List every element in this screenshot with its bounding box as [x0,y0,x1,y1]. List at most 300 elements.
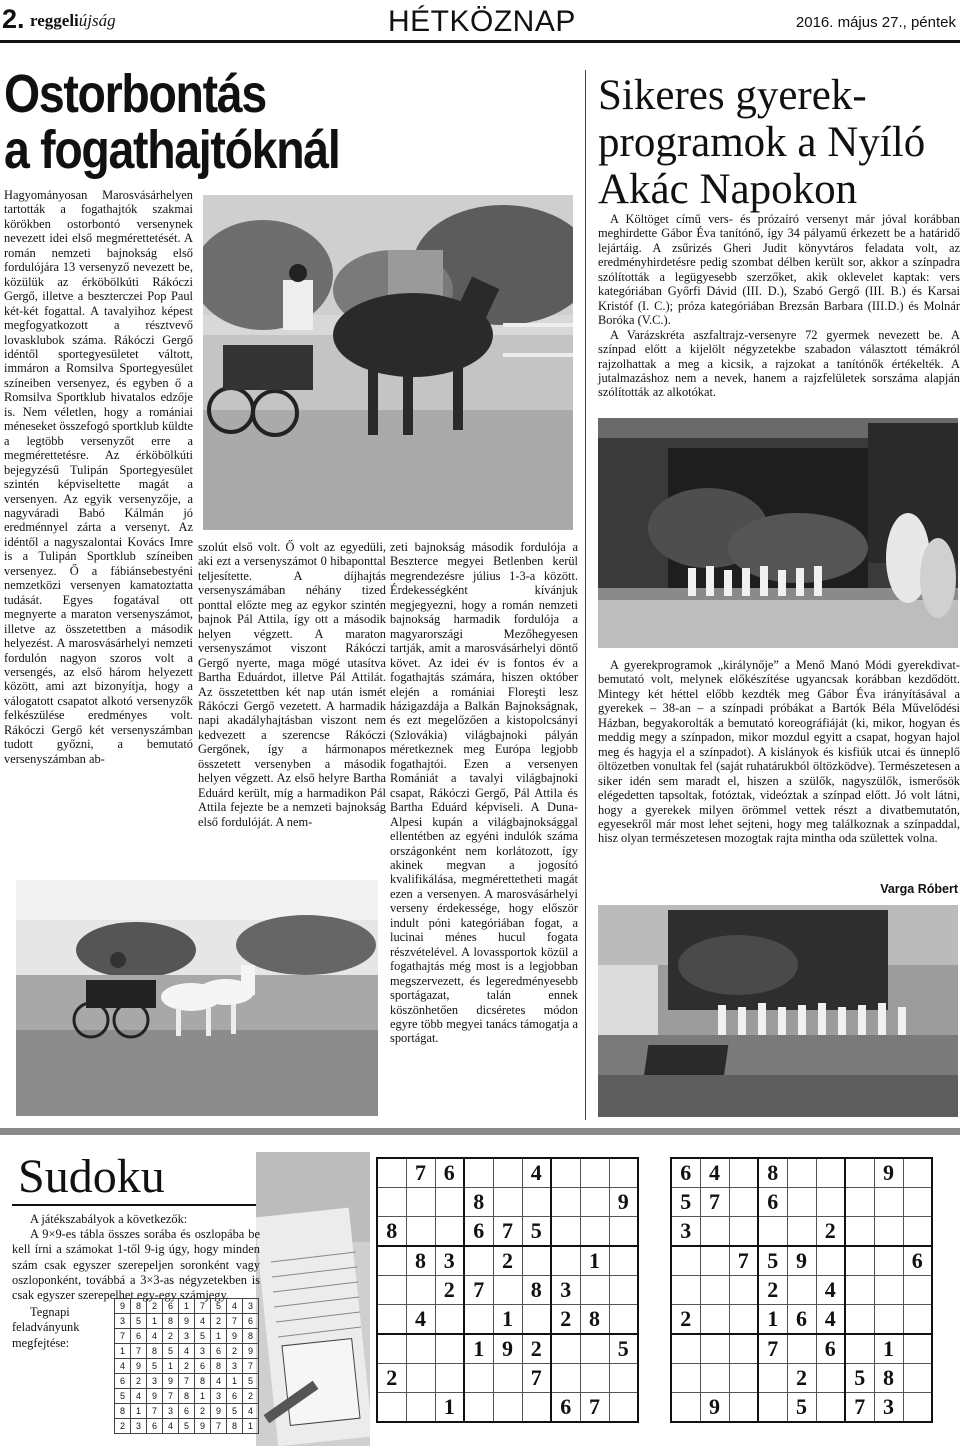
solution-cell: 9 [163,1374,179,1389]
puzzle-a-cell [609,1364,638,1393]
solution-cell: 2 [147,1299,163,1314]
article2-paragraph1: A Költöget című vers- és prózaíró versenyt már jóval korábban meghirdette Gábor Éva tanítónő, így 34 pályamű érkezett be a határidő lejártáig. A zsűrizés Gheri Judit könyvtáros feladata volt, az eredményhirdetésre pedig szombat délben került sor, akkor a színpadra szólították a legügyesebb szerzőket, akik oklevelet kaptak: vers kategóriában Győrfi Dávid (III. D.), Szabó Gergő (III. B.) és Karsai Kristóf (I. C.); próza kategóriában Brezsán Barbara (III.D.) és Molnár Boróka (V.C.). [598,212,960,328]
puzzle-b-cell [729,1188,758,1217]
solution-cell: 4 [243,1404,259,1419]
puzzle-a-cell: 8 [522,1276,551,1305]
puzzle-b-cell: 5 [758,1246,787,1276]
puzzle-a-cell [551,1188,580,1217]
puzzle-a-cell [377,1393,406,1423]
photo-sudoku-newspaper [256,1152,370,1446]
solution-cell: 9 [147,1389,163,1404]
puzzle-b-cell [787,1334,816,1364]
puzzle-a-cell: 2 [551,1305,580,1335]
puzzle-b-cell: 5 [671,1188,700,1217]
sudoku-solution-label: Tegnapi feladványunk megfejtése: [12,1305,80,1350]
publication-name-thin: újság [78,11,116,30]
puzzle-a-cell [406,1364,435,1393]
puzzle-a-cell [377,1158,406,1188]
puzzle-a-cell: 6 [435,1158,464,1188]
solution-cell: 6 [211,1344,227,1359]
puzzle-a-cell: 2 [522,1334,551,1364]
puzzle-b-cell: 7 [700,1188,729,1217]
puzzle-b-cell [874,1276,903,1305]
puzzle-a-cell [493,1364,522,1393]
puzzle-a-cell: 7 [406,1158,435,1188]
puzzle-a-cell: 2 [435,1276,464,1305]
solution-cell: 6 [179,1404,195,1419]
solution-cell: 9 [195,1419,211,1434]
puzzle-b-cell: 8 [758,1158,787,1188]
puzzle-b-cell: 7 [758,1334,787,1364]
solution-cell: 5 [243,1374,259,1389]
solution-cell: 2 [195,1404,211,1419]
solution-cell: 2 [211,1314,227,1329]
puzzle-a-cell [609,1217,638,1247]
solution-cell: 5 [115,1389,131,1404]
solution-cell: 3 [131,1419,147,1434]
puzzle-b-cell: 2 [816,1217,845,1247]
article1-title-line1: Ostorbontás [4,64,266,124]
solution-cell: 1 [243,1419,259,1434]
puzzle-a-cell [377,1188,406,1217]
solution-cell: 3 [243,1299,259,1314]
puzzle-b-cell [787,1217,816,1247]
solution-cell: 8 [163,1314,179,1329]
puzzle-a-cell [580,1188,609,1217]
solution-cell: 7 [227,1314,243,1329]
puzzle-a-row [377,1246,638,1276]
puzzle-b-cell [729,1334,758,1364]
puzzle-b-cell: 2 [671,1305,700,1335]
puzzle-b-cell [903,1334,932,1364]
solution-cell: 5 [195,1329,211,1344]
puzzle-b-row [671,1188,932,1217]
puzzle-b-cell [700,1217,729,1247]
solution-cell: 4 [147,1329,163,1344]
puzzle-b-cell [903,1217,932,1247]
puzzle-b-cell [787,1276,816,1305]
puzzle-a-cell: 8 [464,1188,493,1217]
puzzle-a-cell [609,1393,638,1423]
solution-cell: 3 [163,1404,179,1419]
solution-cell: 4 [211,1374,227,1389]
puzzle-a-row [377,1276,638,1305]
puzzle-a-cell [435,1217,464,1247]
puzzle-b-cell [845,1305,874,1335]
solution-cell: 9 [115,1299,131,1314]
puzzle-a-cell: 3 [435,1246,464,1276]
solution-cell: 5 [179,1419,195,1434]
puzzle-a-cell: 7 [493,1217,522,1247]
sudoku-rules-heading: A játékszabályok a következők: [30,1212,188,1226]
puzzle-a-cell [580,1158,609,1188]
puzzle-a-cell: 7 [522,1364,551,1393]
puzzle-a-cell: 1 [493,1305,522,1335]
column-divider [585,70,586,1120]
puzzle-a-cell [522,1393,551,1423]
puzzle-b-cell: 6 [671,1158,700,1188]
solution-cell: 8 [243,1329,259,1344]
puzzle-b-cell: 2 [758,1276,787,1305]
sudoku-title: Sudoku [18,1150,165,1203]
article2-paragraph3: A gyerekprogramok „királynője” a Menő Manó Módi gyerekdivat-bemutató volt, melynek előkészítése ugyancsak korábban kezdődött. Mintegy két héttel előbb kezdték meg Gábor Éva irányításával a gyerekek – 38-an – a színpadi próbákat a Bartók Béla Művelődési Házban, begyakorolták a bemutató koreográfiáját (ki, mikor, hogyan és meddig megy a színpadon, mikor mozdul egyitt a csapat, hogyan hajol meg és hagyja el a színpadot). A kislányok és kisfiúk utcai és ünneplő öltözetben vonultak fel (saját ruhatárukból öltözködve). Természetesen a siker idén sem maradt el, hiszen a szülők, nagyszülők, ismerősök elégedetten tapsoltak, fotóztak, videóztak a színpad előtt. Jó volt látni, hogy a gyerekek milyen örömmel vettek részt a divatbemutatón, egyesekről már most lehet sejteni, hogy meg találkoznak a színpaddal, hisz olyan természetesen mozogtak rajta mintha oda születtek volna. [598,658,960,846]
puzzle-b-cell [874,1246,903,1276]
puzzle-a-row [377,1217,638,1247]
puzzle-b-cell [874,1217,903,1247]
white-horses-image [16,880,378,1116]
puzzle-a-cell [609,1158,638,1188]
puzzle-a-cell [580,1217,609,1247]
puzzle-b-cell [903,1393,932,1423]
puzzle-b-cell: 9 [787,1246,816,1276]
puzzle-b-cell: 8 [874,1364,903,1393]
article2-title-line2: programok a Nyíló [598,119,926,166]
solution-cell: 1 [211,1329,227,1344]
puzzle-a-cell [551,1246,580,1276]
puzzle-b-cell [700,1276,729,1305]
puzzle-a-cell [522,1305,551,1335]
puzzle-a-cell: 5 [522,1217,551,1247]
solution-row [115,1389,259,1404]
puzzle-a-cell [435,1364,464,1393]
solution-cell: 7 [211,1419,227,1434]
solution-cell: 6 [115,1374,131,1389]
puzzle-a-cell: 2 [493,1246,522,1276]
puzzle-b-cell [700,1305,729,1335]
solution-cell: 5 [227,1404,243,1419]
photo-horse-carriage [203,195,573,530]
puzzle-b-cell [845,1334,874,1364]
header-rule [0,40,960,43]
puzzle-b-cell [816,1246,845,1276]
puzzle-b-cell: 5 [845,1364,874,1393]
puzzle-b-cell [700,1246,729,1276]
article2-byline: Varga Róbert [880,882,958,896]
solution-row [115,1314,259,1329]
puzzle-a-cell [551,1364,580,1393]
sudoku-puzzle-a [376,1157,639,1423]
puzzle-a-cell: 6 [551,1393,580,1423]
puzzle-b-cell [729,1158,758,1188]
solution-cell: 5 [131,1314,147,1329]
puzzle-a-cell [377,1334,406,1364]
article1-title [4,66,348,178]
puzzle-a-cell: 5 [609,1334,638,1364]
puzzle-b-cell [845,1158,874,1188]
puzzle-b-cell: 2 [787,1364,816,1393]
puzzle-a-cell [464,1305,493,1335]
puzzle-a-cell: 9 [493,1334,522,1364]
puzzle-b-cell [845,1188,874,1217]
puzzle-b-row [671,1305,932,1335]
solution-cell: 2 [243,1389,259,1404]
solution-cell: 6 [147,1419,163,1434]
article2-title-line3: Akác Napokon [598,166,858,213]
puzzle-b-cell [671,1334,700,1364]
puzzle-a-cell [377,1276,406,1305]
puzzle-b-cell [700,1364,729,1393]
solution-cell: 5 [147,1359,163,1374]
article2-paragraph2: A Varázskréta aszfaltrajz-versenyre 72 gyermek nevezett be. A színpad előtt a kijelölt négyzetekbe szabadon választott témákról rajzolhattak a meg a kicsik, a rajzokat a tanítónők értékelték. A jutalmazáshoz nem a nevek, hanem a rajzfelületek sorszáma alapján szólították az alkotókat. [598,327,960,400]
photo-white-horses [16,880,378,1116]
puzzle-b-cell [729,1305,758,1335]
solution-cell: 8 [131,1299,147,1314]
solution-cell: 3 [115,1314,131,1329]
sudoku-newspaper-image [256,1152,370,1446]
solution-row [115,1299,259,1314]
solution-cell: 7 [195,1299,211,1314]
stage-children-image [598,418,958,648]
puzzle-a-row [377,1334,638,1364]
solution-cell: 2 [163,1329,179,1344]
page-number: 2. [2,4,25,34]
puzzle-b-cell: 7 [845,1393,874,1423]
puzzle-b-cell: 3 [874,1393,903,1423]
puzzle-a-cell: 6 [464,1217,493,1247]
solution-cell: 8 [195,1374,211,1389]
puzzle-a-cell [464,1364,493,1393]
solution-cell: 1 [195,1389,211,1404]
puzzle-a-cell [580,1276,609,1305]
puzzle-b-cell [845,1217,874,1247]
solution-cell: 8 [227,1419,243,1434]
sudoku-title-rule [12,1204,260,1206]
section-separator [0,1128,960,1135]
sudoku-rules-text: A 9×9-es tábla összes sorába és oszlopába be kell írni a számokat 1-től 9-ig úgy, hogy minden szám csak egyszer szerepeljen soronként vagy oszloponként, továbbá a 3×3-as négyzetekben is csak egyszer szerepelhet egy-egy számjegy. [12,1227,260,1303]
puzzle-b-cell [874,1188,903,1217]
puzzle-b-cell: 6 [903,1246,932,1276]
publication-name-bold: reggeli [30,11,79,30]
solution-cell: 5 [163,1344,179,1359]
puzzle-a-cell [406,1188,435,1217]
puzzle-b-cell: 6 [787,1305,816,1335]
puzzle-a-cell [435,1188,464,1217]
solution-row [115,1329,259,1344]
puzzle-b-cell [671,1364,700,1393]
puzzle-a-row [377,1158,638,1188]
solution-cell: 7 [163,1389,179,1404]
solution-cell: 3 [179,1329,195,1344]
puzzle-a-cell: 8 [406,1246,435,1276]
puzzle-b-cell [845,1276,874,1305]
puzzle-a-cell [406,1393,435,1423]
puzzle-a-cell [464,1246,493,1276]
solution-cell: 7 [115,1329,131,1344]
puzzle-b-cell: 3 [671,1217,700,1247]
puzzle-a-cell [551,1217,580,1247]
puzzle-b-row [671,1246,932,1276]
solution-cell: 6 [243,1314,259,1329]
puzzle-a-cell [580,1364,609,1393]
puzzle-a-cell [551,1158,580,1188]
puzzle-a-cell [406,1217,435,1247]
puzzle-b-cell: 7 [729,1246,758,1276]
puzzle-b-cell [758,1393,787,1423]
solution-cell: 3 [147,1374,163,1389]
puzzle-b-cell [816,1364,845,1393]
sudoku-rules-text-top [12,1227,260,1303]
puzzle-b-row [671,1217,932,1247]
puzzle-b-row [671,1334,932,1364]
puzzle-a-cell [464,1158,493,1188]
solution-cell: 9 [131,1359,147,1374]
solution-cell: 7 [147,1404,163,1419]
puzzle-b-row [671,1158,932,1188]
puzzle-a-cell [406,1334,435,1364]
solution-row [115,1374,259,1389]
puzzle-a-cell [493,1188,522,1217]
puzzle-b-cell [671,1393,700,1423]
puzzle-b-cell [758,1217,787,1247]
solution-cell: 1 [163,1359,179,1374]
section-title: HÉTKÖZNAP [388,5,576,38]
puzzle-a-cell: 4 [406,1305,435,1335]
article1-column1: Hagyományosan Marosvásárhelyen tartották a fogathajtók szakmai körökben ostorbontó versenynek nevezett idei első megmérettetését. A román nemzeti bajnokság első fordulójára 13 versenyző nevezett be, közülük az érköbölkúti Rákóczi Gergő, illetve a beszterczei Pop Paul két-két fogattal. A tavalyihoz képest megfogyatkozott a résztvevő lovasklubok száma. Rákóczi Gergő idéntől sportegyesületet váltott, immáron a Romsilva Sportegyesület színeiben versenyez, és egyben ő a Romsilva Sportklub hivatalos edzője is. Nem véletlen, hogy a romániai méneseket összefogó sportklub küldte a legtöbb versenyzőt erre a megmérettetésre. Az érköbölkúti bejegyzésű Tulipán Sportegyesület szintén képviseltette magát a versenyen. Az egyik versenyzője, a nagyváradi Babó Kálmán jó eredménnyel zárta a versenyt. Az idéntől a nagyszalontai Kovács Imre is a Tulipán Sportklub színeiben versenyez. Ő a fábiánsebestyéni nemzetközi versenyen kamatoztatta tudását. Egyes fogatával ott megnyerte a maraton versenyszámot, illetve az összetettben a második helyezést. A marosvásárhelyi nemzeti fordulón nagyon szoros volt a versengés, az első három helyezett között, ami azt bizonyítja, hogy a válogatott csapatot alkotó versenyzők felkészülése eredményes volt. Rákóczi Gergő két versenyszámban tudott győzni, a bemutató versenyszámban ab- [4,188,193,766]
puzzle-a-cell [406,1276,435,1305]
puzzle-b-cell [903,1158,932,1188]
puzzle-b-cell: 9 [700,1393,729,1423]
solution-cell: 6 [227,1389,243,1404]
solution-cell: 5 [211,1299,227,1314]
puzzle-a-cell [522,1246,551,1276]
puzzle-a-cell: 1 [435,1393,464,1423]
puzzle-a-cell [609,1246,638,1276]
solution-cell: 8 [115,1404,131,1419]
solution-cell: 8 [179,1389,195,1404]
puzzle-b-cell: 6 [758,1188,787,1217]
solution-cell: 1 [131,1404,147,1419]
puzzle-b-cell [671,1276,700,1305]
puzzle-a-cell: 2 [377,1364,406,1393]
puzzle-a-cell [377,1246,406,1276]
solution-row [115,1344,259,1359]
article2-middle-text [598,658,960,846]
puzzle-a-cell [522,1188,551,1217]
solution-cell: 3 [195,1344,211,1359]
puzzle-b-row [671,1364,932,1393]
solution-cell: 4 [115,1359,131,1374]
puzzle-b-cell [729,1393,758,1423]
puzzle-b-cell [729,1217,758,1247]
puzzle-b-cell: 9 [874,1158,903,1188]
puzzle-b-cell: 6 [816,1334,845,1364]
solution-cell: 2 [131,1374,147,1389]
solution-cell: 6 [195,1359,211,1374]
solution-cell: 4 [163,1419,179,1434]
solution-cell: 6 [131,1329,147,1344]
solution-cell: 6 [163,1299,179,1314]
puzzle-b-cell [874,1305,903,1335]
puzzle-b-cell: 5 [787,1393,816,1423]
puzzle-a-row [377,1364,638,1393]
article2-title [598,72,958,213]
photo-fashion-show [598,905,958,1117]
solution-row [115,1359,259,1374]
puzzle-b-cell [729,1276,758,1305]
solution-cell: 4 [227,1299,243,1314]
horse-carriage-image [203,195,573,530]
puzzle-b-cell [903,1276,932,1305]
puzzle-a-cell: 8 [377,1217,406,1247]
puzzle-a-cell: 7 [580,1393,609,1423]
puzzle-a-cell: 9 [609,1188,638,1217]
puzzle-b-cell [729,1364,758,1393]
puzzle-b-cell: 4 [816,1305,845,1335]
puzzle-b-cell [758,1364,787,1393]
puzzle-a-cell [580,1334,609,1364]
issue-date: 2016. május 27., péntek [795,14,956,31]
puzzle-a-cell [464,1393,493,1423]
solution-cell: 7 [179,1374,195,1389]
puzzle-b-cell: 1 [874,1334,903,1364]
puzzle-a-cell [551,1334,580,1364]
solution-cell: 4 [131,1389,147,1404]
puzzle-a-cell: 3 [551,1276,580,1305]
sudoku-solution-grid [114,1298,259,1434]
puzzle-a-cell [493,1276,522,1305]
puzzle-b-row [671,1276,932,1305]
solution-cell: 7 [243,1359,259,1374]
solution-cell: 3 [227,1359,243,1374]
article1-column2: szolút első volt. Ő volt az egyedüli, aki ezt a versenyszámot 0 hibaponttal teljesítette. A díjhajtás versenyszámában néhány tized ponttal előzte meg az egykor szintén bajnok Pál Attila, így ott a második helyen végzett. A maraton versenyszámot viszont Rákóczi Gergő nyerte, maga mögé utasítva Bartha Eduárdot, illetve Pál Attilát. Az összetettben két nap után ismét Rákóczi Gergő vezetett. A harmadik napi akadályhajtásban viszont nem kedvezett a szerencse Rákóczi Gergőnek, így a hármonapos összetett versenyben a második helyen végzett. Az első helyre Bartha Eduárd került, míg a harmadikon Pál Attila fejezte be a nemzeti bajnokság első fordulóját. A nem- [198,540,386,829]
puzzle-a-cell [493,1158,522,1188]
solution-row [115,1419,259,1434]
article2-top-text [598,212,960,400]
solution-cell: 9 [179,1314,195,1329]
photo-stage-children [598,418,958,648]
puzzle-b-cell [903,1305,932,1335]
solution-cell: 4 [179,1344,195,1359]
puzzle-b-cell [700,1334,729,1364]
solution-cell: 9 [211,1404,227,1419]
solution-cell: 2 [115,1419,131,1434]
puzzle-b-row [671,1393,932,1423]
puzzle-a-cell [493,1393,522,1423]
solution-cell: 8 [211,1359,227,1374]
solution-cell: 9 [243,1344,259,1359]
puzzle-a-row [377,1393,638,1423]
solution-cell: 1 [147,1314,163,1329]
puzzle-a-cell [377,1305,406,1335]
puzzle-a-cell: 1 [580,1246,609,1276]
solution-cell: 7 [131,1344,147,1359]
puzzle-a-cell [435,1305,464,1335]
solution-cell: 1 [179,1299,195,1314]
puzzle-b-cell [816,1158,845,1188]
puzzle-a-cell: 8 [580,1305,609,1335]
puzzle-a-row [377,1305,638,1335]
puzzle-b-cell [816,1188,845,1217]
solution-cell: 2 [227,1344,243,1359]
puzzle-b-cell [903,1364,932,1393]
publication-name [30,11,116,31]
article2-title-line1: Sikeres gyerek- [598,72,867,119]
puzzle-b-cell [671,1246,700,1276]
solution-cell: 1 [115,1344,131,1359]
solution-cell: 4 [195,1314,211,1329]
fashion-show-image [598,905,958,1117]
puzzle-a-cell [435,1334,464,1364]
puzzle-b-cell [903,1188,932,1217]
solution-cell: 1 [227,1374,243,1389]
sudoku-puzzle-b [670,1157,933,1423]
puzzle-a-cell: 4 [522,1158,551,1188]
puzzle-a-cell [609,1276,638,1305]
puzzle-b-cell [845,1246,874,1276]
puzzle-b-cell [816,1393,845,1423]
solution-row [115,1404,259,1419]
puzzle-b-cell: 1 [758,1305,787,1335]
